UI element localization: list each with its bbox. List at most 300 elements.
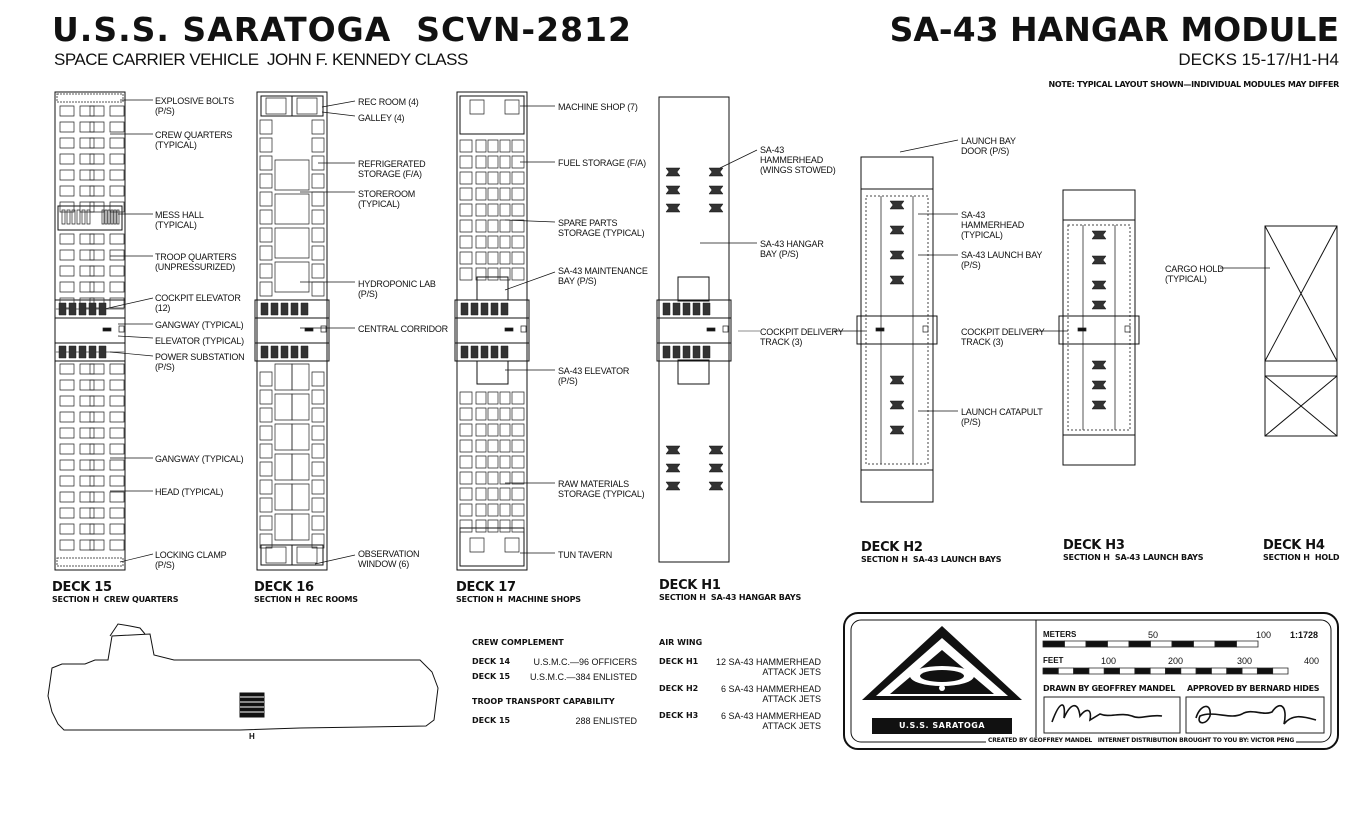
- feet-tick: 300: [1237, 656, 1253, 666]
- raw-material-cell: [488, 408, 498, 420]
- mess-table: [105, 210, 107, 224]
- meters-label: METERS: [1043, 630, 1077, 639]
- storeroom-cell: [260, 210, 272, 224]
- crew-quarters-cell: [80, 428, 94, 438]
- track-stop: [923, 326, 928, 332]
- parts-cell: [488, 252, 498, 264]
- meters-scale-segment: [1194, 641, 1216, 647]
- crew-quarters-cell: [60, 460, 74, 470]
- deck-name: DECK H1: [659, 578, 721, 593]
- raw-material-cell: [500, 504, 510, 516]
- feet-scale-segment: [1043, 668, 1058, 674]
- shop-cell: [460, 268, 472, 280]
- storeroom-cell: [312, 138, 324, 152]
- label-cockpit-track-h1: COCKPIT DELIVERY TRACK (3): [760, 327, 844, 347]
- cockpit-pod: [481, 303, 488, 315]
- crew-quarters-cell: [80, 380, 94, 390]
- crew-quarters-cell: [110, 380, 124, 390]
- shop-cell: [512, 408, 524, 420]
- cockpit-pod: [673, 346, 680, 358]
- parts-cell: [476, 172, 486, 184]
- shop-cell: [512, 268, 524, 280]
- crew-row-value: U.S.M.C.—384 ENLISTED: [529, 672, 637, 682]
- hammerhead-jet: [890, 226, 904, 234]
- air-wing-heading: AIR WING: [659, 638, 703, 647]
- hammerhead-jet: [1092, 281, 1106, 289]
- cockpit-pod: [59, 346, 66, 358]
- leader-lines: [100, 100, 1270, 564]
- hammerhead-jet: [709, 168, 723, 176]
- storeroom-cell: [312, 516, 324, 530]
- meters-scale-segment: [1215, 641, 1237, 647]
- label-locking-clamp: LOCKING CLAMP (P/S): [155, 550, 227, 570]
- cockpit-pod: [69, 346, 76, 358]
- crew-complement-heading: CREW COMPLEMENT: [472, 638, 564, 647]
- cockpit-pod: [491, 303, 498, 315]
- profile-section-marker: H: [249, 732, 255, 741]
- cockpit-pod: [663, 303, 670, 315]
- parts-cell: [488, 156, 498, 168]
- deck-name: DECK 15: [52, 580, 112, 595]
- crew-quarters-cell: [110, 106, 124, 116]
- cockpit-pod: [683, 346, 690, 358]
- shop-cell: [512, 236, 524, 248]
- shop-cell: [460, 440, 472, 452]
- crew-quarters-cell: [90, 106, 104, 116]
- storeroom-cell: [312, 444, 324, 458]
- crew-quarters-cell: [90, 396, 104, 406]
- deck-section: SECTION H SA-43 HANGAR BAYS: [659, 593, 802, 602]
- feet-scale-segment: [1166, 668, 1181, 674]
- feet-label: FEET: [1043, 656, 1064, 665]
- hammerhead-jet: [890, 201, 904, 209]
- storage-room: [275, 484, 292, 510]
- label-tun-tavern: TUN TAVERN: [558, 550, 613, 560]
- crew-quarters-cell: [90, 282, 104, 292]
- label-galley: GALLEY (4): [358, 113, 405, 123]
- meters-scale-segment: [1065, 641, 1087, 647]
- parts-cell: [500, 156, 510, 168]
- crew-quarters-cell: [90, 492, 104, 502]
- parts-cell: [476, 252, 486, 264]
- parts-cell: [476, 220, 486, 232]
- deck-title-17: [456, 580, 581, 604]
- saratoga-emblem: [862, 626, 1022, 734]
- cockpit-pod: [291, 346, 298, 358]
- crew-quarters-cell: [60, 282, 74, 292]
- label-hangar-bay: SA-43 HANGAR BAY (P/S): [760, 239, 824, 259]
- cockpit-pod: [673, 303, 680, 315]
- storeroom-cell: [260, 480, 272, 494]
- hammerhead-jet: [709, 446, 723, 454]
- crew-quarters-cell: [110, 186, 124, 196]
- storage-room: [275, 160, 309, 190]
- crew-quarters-cell: [60, 444, 74, 454]
- cockpit-pod: [461, 303, 468, 315]
- cockpit-pod: [683, 303, 690, 315]
- feet-scale-segment: [1120, 668, 1135, 674]
- mess-table: [77, 210, 80, 224]
- label-mess-hall: MESS HALL (TYPICAL): [155, 210, 204, 230]
- raw-material-cell: [476, 440, 486, 452]
- crew-quarters-cell: [60, 234, 74, 244]
- air-wing-value: 6 SA-43 HAMMERHEAD ATTACK JETS: [720, 684, 821, 704]
- cockpit-pod: [271, 346, 278, 358]
- cockpit-pod: [281, 303, 288, 315]
- hammerhead-jet: [1092, 381, 1106, 389]
- storeroom-cell: [260, 264, 272, 278]
- parts-cell: [476, 140, 486, 152]
- air-wing-deck: DECK H3: [659, 711, 699, 720]
- crew-quarters-cell: [80, 234, 94, 244]
- storeroom-cell: [260, 120, 272, 134]
- troop-row-deck: DECK 15: [472, 716, 511, 725]
- feet-scale-segment: [1273, 668, 1288, 674]
- label-launch-bay-door: LAUNCH BAY DOOR (P/S): [961, 136, 1016, 156]
- credit-line: CREATED BY GEOFFREY MANDEL INTERNET DISTRIBUTION BROUGHT TO YOU BY: VICTOR PENG: [988, 737, 1295, 744]
- raw-material-cell: [488, 488, 498, 500]
- parts-cell: [488, 236, 498, 248]
- air-wing-row: [659, 684, 821, 704]
- crew-quarters-cell: [110, 428, 124, 438]
- crew-quarters-cell: [110, 412, 124, 422]
- cockpit-pod: [99, 346, 106, 358]
- label-hydroponic-lab: HYDROPONIC LAB (P/S): [358, 279, 436, 299]
- storeroom-cell: [312, 264, 324, 278]
- crew-quarters-cell: [90, 412, 104, 422]
- track-marker: [1078, 328, 1086, 331]
- shop-cell: [460, 424, 472, 436]
- storage-room: [292, 364, 309, 390]
- storeroom-cell: [312, 210, 324, 224]
- label-head: HEAD (TYPICAL): [155, 487, 224, 497]
- crew-quarters-cell: [80, 444, 94, 454]
- crew-quarters-cell: [90, 138, 104, 148]
- label-spare-parts: SPARE PARTS STORAGE (TYPICAL): [558, 218, 645, 238]
- storeroom-cell: [312, 120, 324, 134]
- cockpit-pod: [301, 303, 308, 315]
- crew-row-value: U.S.M.C.—96 OFFICERS: [533, 657, 637, 667]
- meters-tick: 50: [1148, 630, 1159, 640]
- crew-quarters-cell: [60, 106, 74, 116]
- crew-quarters-cell: [60, 524, 74, 534]
- air-wing-row: [659, 711, 821, 731]
- crew-quarters-cell: [90, 524, 104, 534]
- parts-cell: [476, 156, 486, 168]
- crew-quarters-cell: [110, 524, 124, 534]
- crew-quarters-cell: [60, 186, 74, 196]
- deck-name: DECK H2: [861, 540, 923, 555]
- air-wing-deck: DECK H2: [659, 684, 699, 693]
- hammerhead-jet: [890, 426, 904, 434]
- parts-cell: [488, 268, 498, 280]
- storage-room: [275, 394, 292, 420]
- storeroom-cell: [312, 426, 324, 440]
- emblem-text: U.S.S. SARATOGA: [898, 721, 986, 730]
- storeroom-cell: [260, 138, 272, 152]
- raw-material-cell: [500, 456, 510, 468]
- storage-room: [275, 228, 309, 258]
- deckh4-plan: [1265, 226, 1337, 436]
- crew-row-deck: DECK 14: [472, 657, 511, 666]
- hammerhead-jet: [1092, 401, 1106, 409]
- storage-room: [275, 364, 292, 390]
- raw-material-cell: [476, 520, 486, 532]
- hammerhead-jet: [890, 401, 904, 409]
- shop-cell: [460, 140, 472, 152]
- storeroom-cell: [260, 372, 272, 386]
- parts-cell: [500, 172, 510, 184]
- crew-quarters-cell: [90, 508, 104, 518]
- deck-title-h3: [1063, 538, 1203, 562]
- ship-title: U.S.S. SARATOGA SCVN-2812: [52, 10, 632, 49]
- cockpit-pod: [301, 346, 308, 358]
- deck-name: DECK H4: [1263, 538, 1325, 553]
- storage-room: [292, 484, 309, 510]
- raw-material-cell: [488, 424, 498, 436]
- hammerhead-jet: [709, 204, 723, 212]
- rec-room-unit: [297, 547, 317, 563]
- crew-quarters-cell: [60, 154, 74, 164]
- parts-cell: [476, 188, 486, 200]
- cockpit-pod: [693, 303, 700, 315]
- parts-cell: [488, 188, 498, 200]
- layout-note: NOTE: TYPICAL LAYOUT SHOWN—INDIVIDUAL MODULES MAY DIFFER: [1048, 80, 1339, 89]
- label-central-corridor: CENTRAL CORRIDOR: [358, 324, 448, 334]
- cockpit-pod: [89, 303, 96, 315]
- crew-quarters-cell: [90, 460, 104, 470]
- hammerhead-jet: [890, 276, 904, 284]
- deck-section: SECTION H MACHINE SHOPS: [456, 595, 581, 604]
- storeroom-cell: [312, 498, 324, 512]
- feet-scale-segment: [1257, 668, 1272, 674]
- crew-quarters-cell: [90, 476, 104, 486]
- shop-cell: [512, 252, 524, 264]
- label-rec-room: REC ROOM (4): [358, 97, 419, 107]
- label-hammerhead-typical: SA-43 HAMMERHEAD (TYPICAL): [961, 210, 1025, 240]
- deck-section: SECTION H REC ROOMS: [254, 595, 358, 604]
- crew-quarters-cell: [60, 138, 74, 148]
- parts-cell: [476, 236, 486, 248]
- rec-room-unit: [266, 547, 286, 563]
- deck-name: DECK H3: [1063, 538, 1125, 553]
- crew-quarters-cell: [90, 170, 104, 180]
- crew-quarters-cell: [80, 250, 94, 260]
- raw-material-cell: [500, 408, 510, 420]
- parts-cell: [488, 220, 498, 232]
- label-cockpit-track-h2: COCKPIT DELIVERY TRACK (3): [961, 327, 1045, 347]
- feet-scale-segment: [1089, 668, 1104, 674]
- shop-cell: [460, 504, 472, 516]
- crew-quarters-cell: [80, 492, 94, 502]
- cockpit-pod: [79, 346, 86, 358]
- troop-row-value: 288 ENLISTED: [575, 716, 637, 726]
- crew-quarters-cell: [80, 186, 94, 196]
- storage-room: [292, 514, 309, 540]
- storeroom-cell: [260, 192, 272, 206]
- storage-room: [292, 454, 309, 480]
- meters-scale-segment: [1151, 641, 1173, 647]
- storeroom-cell: [312, 246, 324, 260]
- storeroom-cell: [260, 174, 272, 188]
- label-refrigerated-storage: REFRIGERATED STORAGE (F/A): [358, 159, 426, 179]
- parts-cell: [500, 236, 510, 248]
- storeroom-cell: [260, 444, 272, 458]
- feet-scale-segment: [1211, 668, 1226, 674]
- hammerhead-jet: [709, 482, 723, 490]
- storeroom-cell: [260, 498, 272, 512]
- raw-material-cell: [500, 520, 510, 532]
- cockpit-pod: [261, 346, 268, 358]
- label-maintenance-bay: SA-43 MAINTENANCE BAY (P/S): [558, 266, 648, 286]
- raw-material-cell: [488, 504, 498, 516]
- raw-material-cell: [488, 440, 498, 452]
- cockpit-pod: [663, 346, 670, 358]
- crew-quarters-cell: [60, 508, 74, 518]
- crew-quarters-cell: [60, 364, 74, 374]
- feet-scale-segment: [1150, 668, 1165, 674]
- shop-cell: [512, 472, 524, 484]
- deck-title-16: [254, 580, 358, 604]
- shop-cell: [460, 520, 472, 532]
- crew-quarters-cell: [110, 250, 124, 260]
- crew-quarters-cell: [80, 508, 94, 518]
- storeroom-cell: [260, 426, 272, 440]
- crew-quarters-cell: [110, 138, 124, 148]
- cockpit-pod: [99, 303, 106, 315]
- raw-material-cell: [476, 488, 486, 500]
- crew-row-deck: DECK 15: [472, 672, 511, 681]
- meters-scale-segment: [1172, 641, 1194, 647]
- cockpit-pod: [271, 303, 278, 315]
- feet-scale-segment: [1196, 668, 1211, 674]
- cockpit-pod: [471, 346, 478, 358]
- cockpit-pod: [491, 346, 498, 358]
- hammerhead-jet: [666, 464, 680, 472]
- air-wing-row: [659, 657, 821, 677]
- crew-quarters-cell: [80, 476, 94, 486]
- drawn-by: DRAWN BY GEOFFREY MANDEL: [1043, 684, 1175, 693]
- label-cockpit-elevator: COCKPIT ELEVATOR (12): [155, 293, 241, 313]
- raw-material-cell: [488, 392, 498, 404]
- cockpit-pod: [703, 346, 710, 358]
- hammerhead-jet: [1092, 256, 1106, 264]
- raw-material-cell: [488, 456, 498, 468]
- crew-quarters-cell: [60, 428, 74, 438]
- label-fuel-storage: FUEL STORAGE (F/A): [558, 158, 646, 168]
- shop-cell: [460, 472, 472, 484]
- hammerhead-jet: [709, 186, 723, 194]
- label-launch-catapult: LAUNCH CATAPULT (P/S): [961, 407, 1043, 427]
- shop-cell: [460, 220, 472, 232]
- crew-quarters-cell: [80, 154, 94, 164]
- hammerhead-jet: [1092, 231, 1106, 239]
- shop-cell: [512, 424, 524, 436]
- raw-material-cell: [476, 472, 486, 484]
- air-wing-value: 6 SA-43 HAMMERHEAD ATTACK JETS: [720, 711, 821, 731]
- crew-quarters-cell: [110, 234, 124, 244]
- raw-material-cell: [476, 504, 486, 516]
- module-title: SA-43 HANGAR MODULE: [889, 10, 1339, 49]
- feet-scale-segment: [1074, 668, 1089, 674]
- crew-quarters-cell: [60, 170, 74, 180]
- storeroom-cell: [260, 390, 272, 404]
- raw-material-cell: [500, 472, 510, 484]
- cockpit-pod: [693, 346, 700, 358]
- cockpit-pod: [281, 346, 288, 358]
- raw-material-cell: [500, 488, 510, 500]
- label-elevator: ELEVATOR (TYPICAL): [155, 336, 244, 346]
- hammerhead-jet: [890, 376, 904, 384]
- track-marker: [505, 328, 513, 331]
- raw-material-cell: [488, 520, 498, 532]
- troop-row: [472, 716, 637, 726]
- label-storeroom: STOREROOM (TYPICAL): [358, 189, 416, 209]
- crew-quarters-cell: [110, 154, 124, 164]
- crew-quarters-cell: [80, 540, 94, 550]
- signature-box-drawn: [1044, 697, 1180, 733]
- shop-cell: [512, 220, 524, 232]
- crew-quarters-cell: [110, 508, 124, 518]
- meters-scale-segment: [1108, 641, 1130, 647]
- crew-quarters-cell: [90, 380, 104, 390]
- air-wing: [659, 637, 821, 731]
- machine-shop-unit: [470, 100, 484, 114]
- crew-quarters-cell: [110, 476, 124, 486]
- label-observation-window: OBSERVATION WINDOW (6): [358, 549, 420, 569]
- crew-quarters-cell: [90, 154, 104, 164]
- crew-row: [472, 672, 637, 682]
- raw-material-cell: [476, 424, 486, 436]
- shop-cell: [512, 204, 524, 216]
- shop-cell: [460, 456, 472, 468]
- raw-material-cell: [476, 392, 486, 404]
- parts-cell: [500, 140, 510, 152]
- parts-cell: [500, 188, 510, 200]
- label-crew-quarters: CREW QUARTERS (TYPICAL): [155, 130, 233, 150]
- crew-row: [472, 657, 637, 667]
- track-stop: [723, 326, 728, 332]
- label-cargo-hold: CARGO HOLD (TYPICAL): [1165, 264, 1224, 284]
- storage-room: [275, 424, 292, 450]
- cockpit-pod: [89, 346, 96, 358]
- hammerhead-jet: [1092, 361, 1106, 369]
- shop-cell: [460, 204, 472, 216]
- cockpit-pod: [79, 303, 86, 315]
- storage-room: [275, 514, 292, 540]
- approved-by: APPROVED BY BERNARD HIDES: [1187, 684, 1320, 693]
- cockpit-pod: [703, 303, 710, 315]
- raw-material-cell: [500, 424, 510, 436]
- raw-material-cell: [476, 408, 486, 420]
- crew-quarters-cell: [110, 444, 124, 454]
- deckh1-plan: [657, 97, 731, 562]
- ship-profile: [48, 624, 438, 730]
- storeroom-cell: [260, 156, 272, 170]
- hammerhead-jet: [666, 204, 680, 212]
- storeroom-cell: [260, 246, 272, 260]
- shop-cell: [460, 172, 472, 184]
- feet-tick: 100: [1101, 656, 1117, 666]
- crew-quarters-cell: [80, 170, 94, 180]
- storeroom-cell: [312, 462, 324, 476]
- parts-cell: [488, 204, 498, 216]
- raw-material-cell: [500, 440, 510, 452]
- track-stop: [119, 326, 124, 332]
- machine-shop-unit: [505, 100, 519, 114]
- meters-scale-segment: [1129, 641, 1151, 647]
- label-explosive-bolts: EXPLOSIVE BOLTS (P/S): [155, 96, 234, 116]
